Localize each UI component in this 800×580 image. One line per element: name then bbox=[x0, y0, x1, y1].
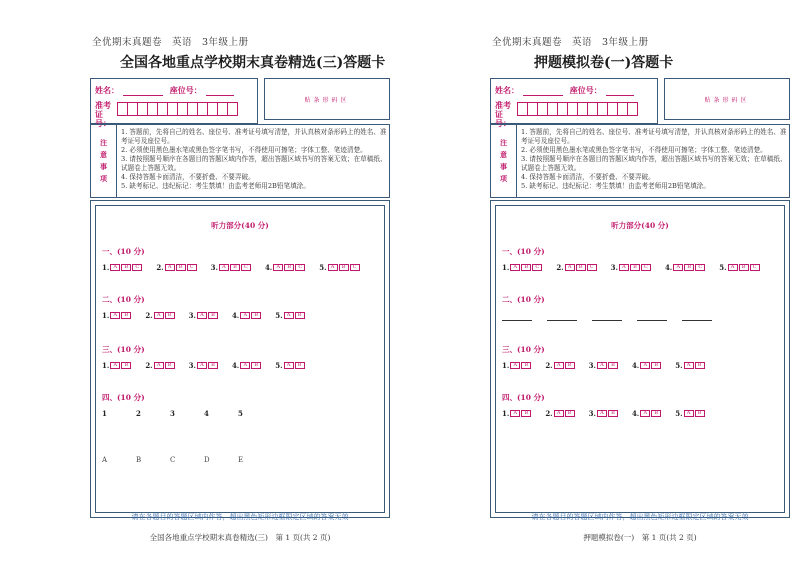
section-3-head: 三、(10 分) bbox=[102, 345, 145, 354]
zk-cells[interactable] bbox=[517, 102, 637, 116]
notice-box bbox=[90, 124, 390, 198]
student-info-box bbox=[90, 78, 258, 128]
zk-label: 准考证号： bbox=[95, 100, 111, 128]
section-2-head: 二、(10 分) bbox=[502, 295, 545, 304]
barcode-area bbox=[664, 78, 790, 120]
name-seat-row bbox=[95, 85, 238, 96]
section-4-row[interactable]: 1. A B 2. A B 3. A B 4. A B 5. A B bbox=[502, 409, 719, 418]
notice-side: 注 意 事 项 bbox=[91, 125, 117, 197]
zk-cells[interactable] bbox=[117, 102, 237, 116]
seat-label: 座位号： bbox=[169, 85, 202, 95]
listening-title: 听力部分(40 分) bbox=[611, 221, 669, 230]
name-seat-row bbox=[495, 85, 638, 96]
section-2-blanks[interactable] bbox=[502, 319, 727, 321]
section-2-row[interactable]: 1. A B 2. A B 3. A B 4. A B 5. A B bbox=[102, 311, 319, 320]
section-1-head: 一、(10 分) bbox=[102, 247, 145, 256]
answer-inner-box bbox=[495, 205, 785, 513]
answer-area bbox=[490, 200, 790, 518]
answer-sheet-right bbox=[400, 0, 800, 580]
section-1-row[interactable] bbox=[102, 263, 374, 272]
answer-inner-box: 听力部分(40 分) 一、(10 分) 1. A B C 2. A B C 3. A B C 4. A B C 5. A B C 二、(10 分) 1. A B 2. A B 3. A B 4. A B 5. A B 三、(10 分) 1. A B 2. A B 3. A B 4. A B 5. A B 四、(10 分) 1 2 3 4 5 A B C D E bbox=[95, 205, 385, 513]
section-2-head: 二、(10 分) bbox=[102, 295, 145, 304]
page-footer: 押题模拟卷(一) 第 1 页(共 2 页) bbox=[583, 533, 697, 542]
seat-label: 座位号： bbox=[569, 85, 602, 95]
notice-list: 1. 答题前，先将自己的姓名、座位号、准考证号填写清楚，并认真核对条形码上的姓名、准考证号及座位号。 2. 必须使用黑色墨水笔或黑色签字笔书写，不得使用可擦笔；字体工整、笔迹清楚。 3. 请按照题号顺序在各题目的答题区域内作答，超出答题区域书写的答案无效；在草稿纸、试题卷上答题无效。 4. 保持答题卡面清洁，不要折叠、不要弄破。 5. 缺考标记、违纪标记：考生禁填！由监考老师用2B铅笔填涂。 bbox=[121, 128, 387, 190]
notice-list: 1. 答题前，先将自己的姓名、座位号、准考证号填写清楚，并认真核对条形码上的姓名、准考证号及座位号。 2. 必须使用黑色墨水笔或黑色签字笔书写，不得使用可擦笔；字体工整、笔迹清楚。 3. 请按照题号顺序在各题目的答题区域内作答，超出答题区域书写的答案无效；在草稿纸、试题卷上答题无效。 4. 保持答题卡面清洁，不要折叠、不要弄破。 5. 缺考标记、违纪标记：考生禁填！由监考老师用2B铅笔填涂。 bbox=[521, 128, 787, 190]
seat-field[interactable] bbox=[606, 95, 634, 96]
name-label: 姓名： bbox=[95, 85, 119, 95]
q3-item: 3. A B C bbox=[211, 263, 251, 272]
header-line: 全优期末真题卷 英语 3年级上册 bbox=[92, 37, 249, 48]
section-3-row[interactable]: 1. A B 2. A B 3. A B 4. A B 5. A B bbox=[102, 361, 319, 370]
section-4-head: 四、(10 分) bbox=[102, 393, 145, 402]
answer-area bbox=[90, 200, 390, 518]
q5-item: 5. A B C bbox=[319, 263, 359, 272]
zk-label: 准考证号： bbox=[495, 100, 511, 128]
sheet-title: 押题模拟卷(一)答题卡 bbox=[534, 55, 674, 71]
q4-item: 4. A B C bbox=[265, 263, 305, 272]
name-field[interactable] bbox=[523, 95, 563, 96]
student-info-box bbox=[490, 78, 658, 128]
section-3-head: 三、(10 分) bbox=[502, 345, 545, 354]
listening-title: 听力部分(40 分) bbox=[211, 221, 269, 230]
notice-side: 注 意 事 项 bbox=[491, 125, 517, 197]
barcode-area bbox=[264, 78, 390, 120]
section-1-row[interactable]: 1. A B C 2. A B C 3. A B C 4. A B C 5. A B C bbox=[502, 263, 774, 272]
name-label: 姓名： bbox=[495, 85, 519, 95]
q1-item: 1. A B C bbox=[102, 263, 142, 272]
barcode-label: 贴条形码区 bbox=[304, 97, 350, 104]
seat-field[interactable] bbox=[206, 95, 234, 96]
section-4-head: 四、(10 分) bbox=[502, 393, 545, 402]
sheet-title: 全国各地重点学校期末真卷精选(三)答题卡 bbox=[120, 55, 386, 71]
section-1-head: 一、(10 分) bbox=[502, 247, 545, 256]
section-3-row[interactable]: 1. A B 2. A B 3. A B 4. A B 5. A B bbox=[502, 361, 719, 370]
q2-item: 2. A B C bbox=[156, 263, 196, 272]
notice-box bbox=[490, 124, 790, 198]
header-line: 全优期末真题卷 英语 3年级上册 bbox=[492, 37, 649, 48]
bottom-note: 请在各题目的答题区域内作答，超出黑色矩形边框限定区域的答案无效 bbox=[131, 513, 349, 521]
bottom-note: 请在各题目的答题区域内作答，超出黑色矩形边框限定区域的答案无效 bbox=[531, 513, 749, 521]
name-field[interactable] bbox=[123, 95, 163, 96]
page-footer: 全国各地重点学校期末真卷精选(三) 第 1 页(共 2 页) bbox=[149, 533, 331, 542]
barcode-label: 贴条形码区 bbox=[704, 97, 750, 104]
